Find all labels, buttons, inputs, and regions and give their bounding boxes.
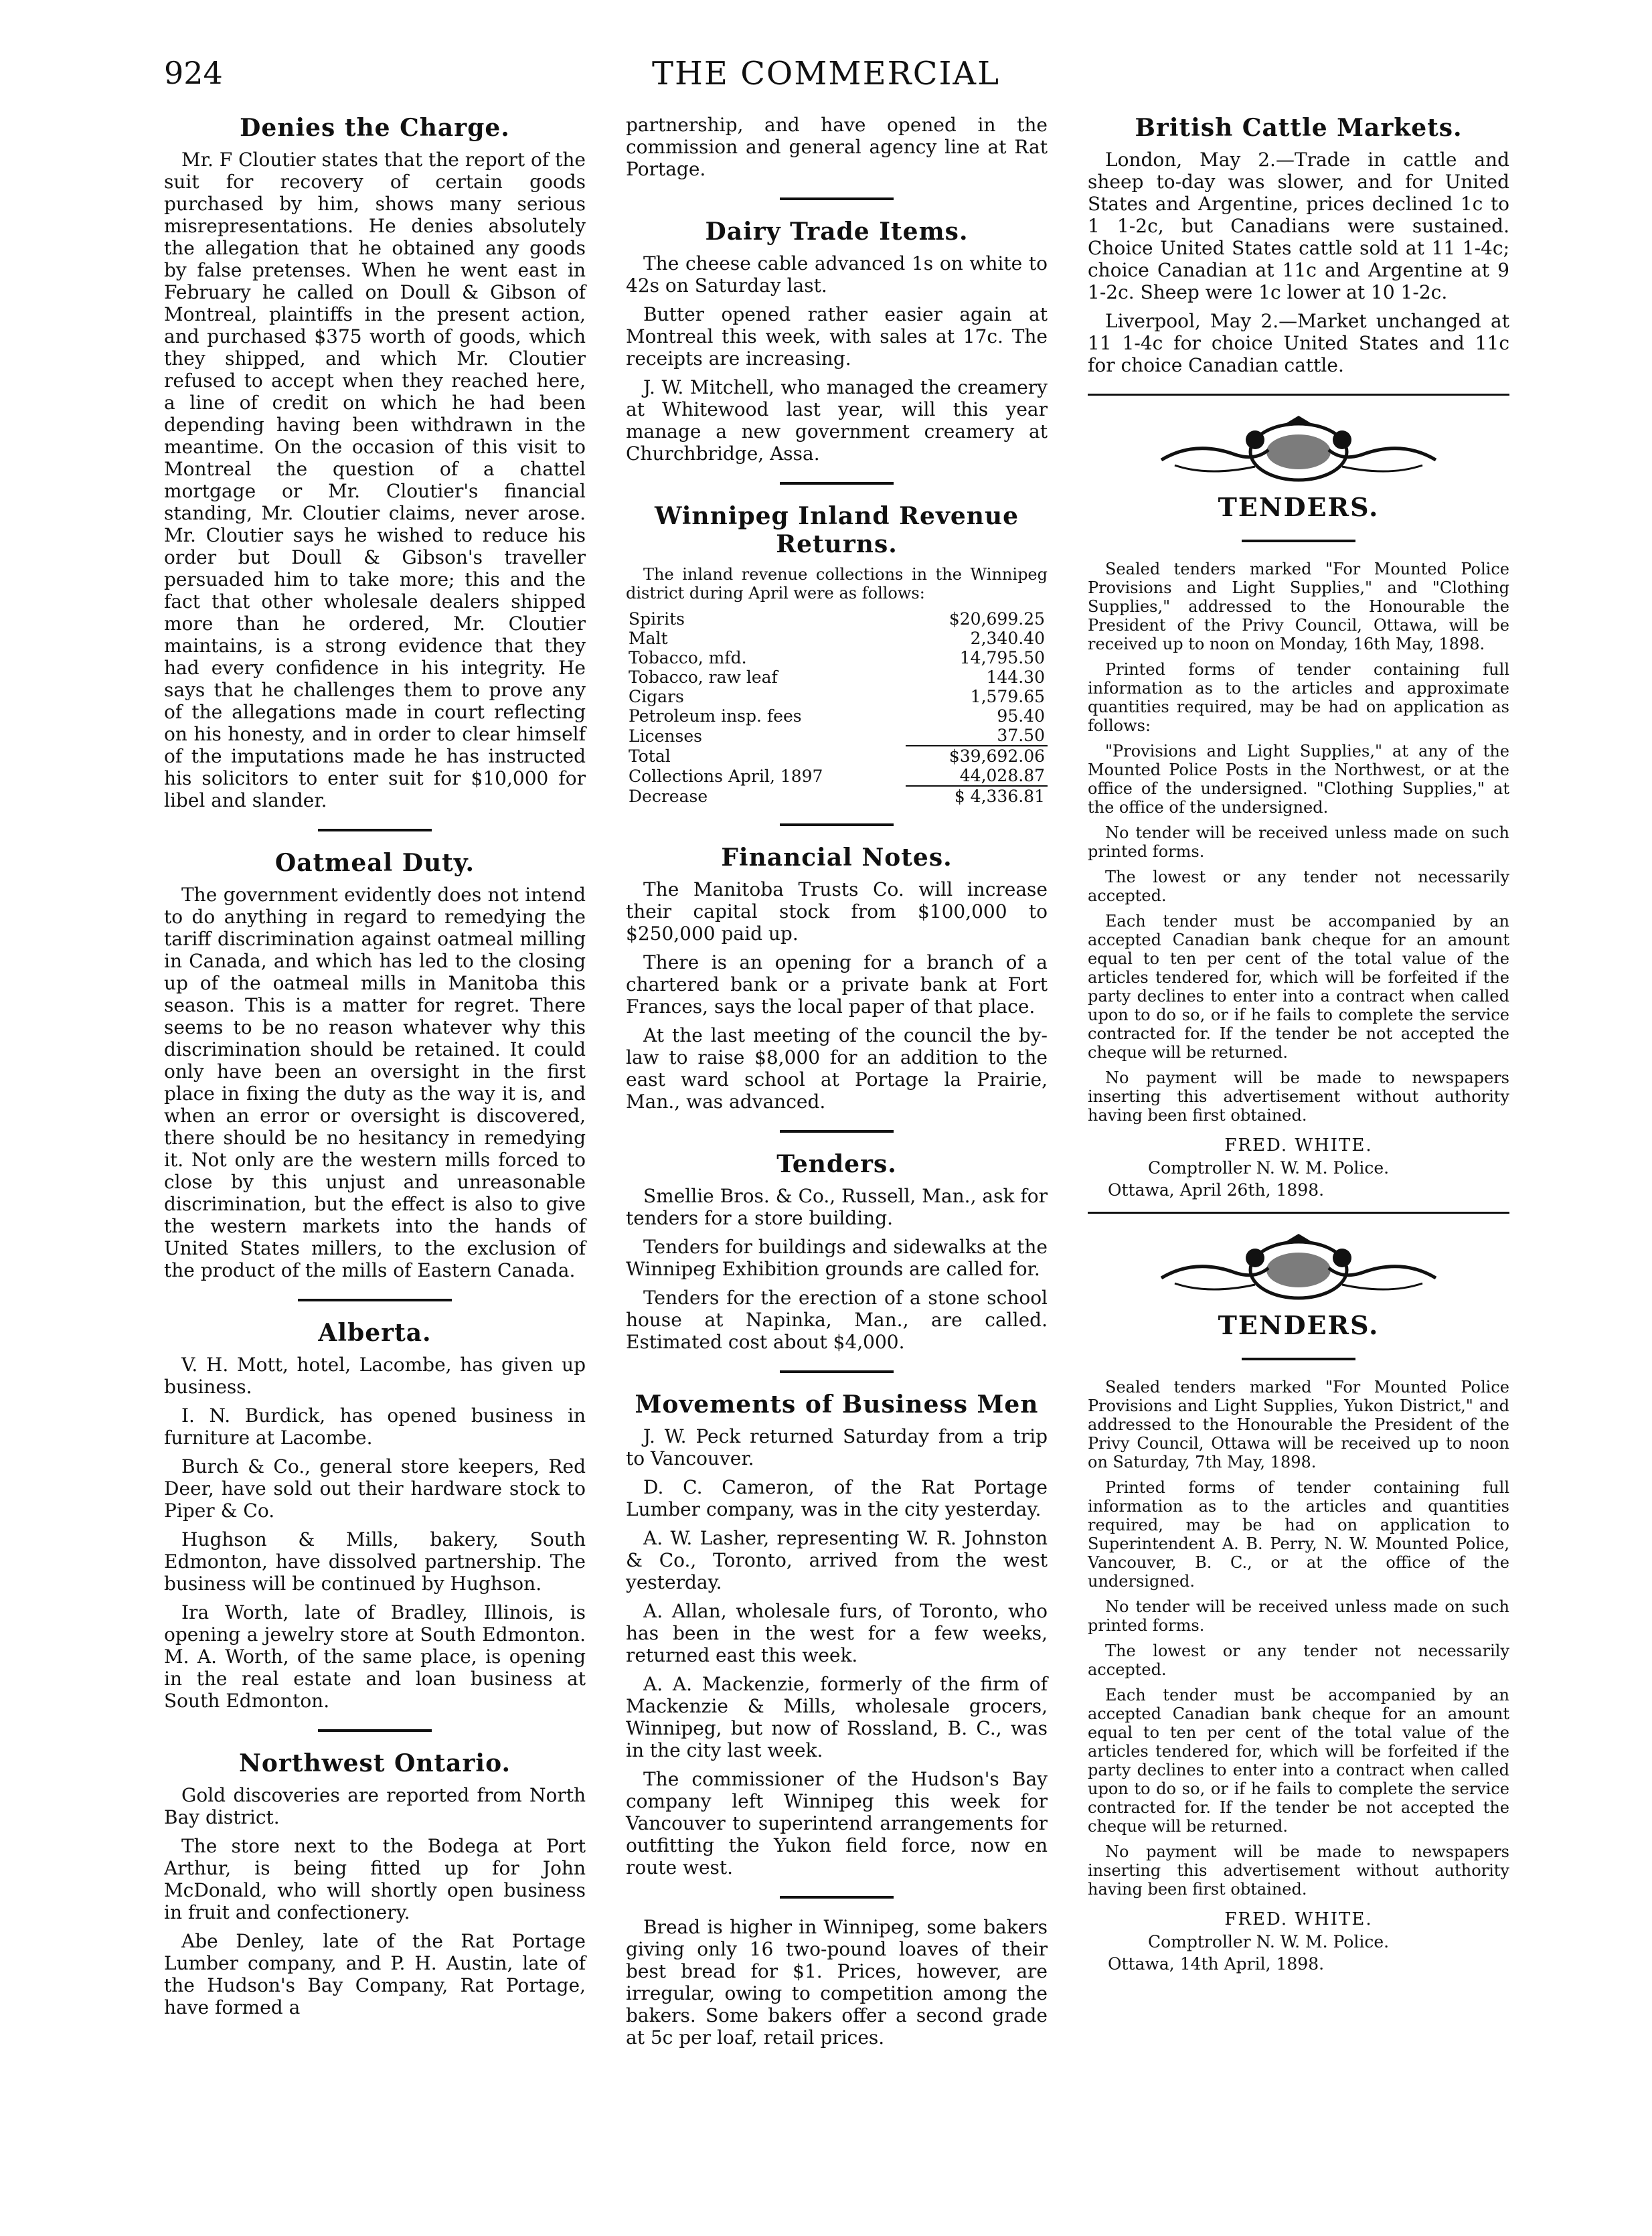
- section-rule: [780, 197, 894, 200]
- article-paragraph: A. A. Mackenzie, formerly of the firm of Mackenzie & Mills, wholesale grocers, Winnipeg, but now of Rossland, B. C., was in the city last week.: [626, 1673, 1048, 1761]
- collections-amount: 44,028.87: [959, 766, 1045, 785]
- headline-dairy: Dairy Trade Items.: [705, 218, 969, 246]
- total-amount: $39,692.06: [906, 746, 1048, 766]
- ad-paragraph: Sealed tenders marked "For Mounted Police Provisions and Light Supplies, Yukon District," and addressed to the Honourable the President of the Privy Council, Ottawa will be received up to noon on Saturday, 7th May, 1898.: [1088, 1378, 1509, 1471]
- article-paragraph: Mr. F Cloutier states that the report of the suit for recovery of certain goods purchased by him, shows many serious misrepresentations. He denies absolutely the allegation that he obtained any goods by false pretenses. When he went east in February he called on Doull & Gibson of Montreal, plaintiffs in the present action, and purchased $375 worth of goods, which they shipped, and which Mr. Cloutier refused to accept when they reached here, a line of credit on which he had been depending having been withdrawn in the meantime. On the occasion of this visit to Montreal the question of a chattel mortgage or Mr. Cloutier's financial standing, Mr. Cloutier claims, never arose. Mr. Cloutier says he wished to reduce his order but Doull & Gibson's traveller persuaded him to take more; this and the fact that other wholesale dealers shipped more than he ordered, Mr. Cloutier maintains, is a strong evidence that they had every confidence in his integrity. He says that he challenges them to prove any of the allegations made in court reflecting on his honesty, and in order to clear himself of the imputations made he has instructed his solicitors to enter suit for $10,000 for libel and slander.: [164, 149, 586, 811]
- revenue-amount: 1,579.65: [970, 687, 1045, 706]
- revenue-item: Spirits: [629, 609, 685, 629]
- headline-financial: Financial Notes.: [721, 844, 953, 872]
- headline-northwest-ontario: Northwest Ontario.: [238, 1749, 511, 1777]
- revenue-item: Cigars: [629, 687, 684, 706]
- ad-paragraph: "Provisions and Light Supplies," at any of the Mounted Police Posts in the Northwest, or at the office of the undersigned. "Clothing Supplies," at the office of the undersigned.: [1088, 742, 1509, 817]
- section-rule: [1242, 1358, 1355, 1360]
- headline-tenders-ad: TENDERS.: [1218, 1310, 1380, 1340]
- total-label: Total: [629, 746, 671, 766]
- ad-paragraph: Sealed tenders marked "For Mounted Police Provisions and Light Supplies," and "Clothing Supplies," addressed to the Honourable the President of the Privy Council, Ottawa, will be received up to noon on Monday, 16th May, 1898.: [1088, 560, 1509, 653]
- signature-date: Ottawa, April 26th, 1898.: [1108, 1180, 1325, 1200]
- revenue-item: Tobacco, mfd.: [629, 648, 747, 667]
- section-rule: [1088, 394, 1509, 396]
- article-paragraph: partnership, and have opened in the commission and general agency line at Rat Portage.: [626, 114, 1048, 180]
- total-row: [626, 746, 1048, 766]
- article-paragraph: The Manitoba Trusts Co. will increase their capital stock from $100,000 to $250,000 paid up.: [626, 878, 1048, 945]
- revenue-row: [626, 687, 1048, 706]
- article-paragraph: Bread is higher in Winnipeg, some bakers giving only 16 two-pound loaves of their best bread for $1. Prices, however, are irregular, owing to competition among the bakers. Some bakers offer a second grade at 5c per loaf, retail prices.: [626, 1916, 1048, 2049]
- column-3: [1088, 114, 1509, 1974]
- article-paragraph: Abe Denley, late of the Rat Portage Lumber company, and P. H. Austin, late of the Hudson's Bay Company, Rat Portage, have formed a: [164, 1930, 586, 2018]
- section-rule: [1088, 1212, 1509, 1214]
- revenue-item: Licenses: [629, 726, 702, 746]
- decrease-amount: $ 4,336.81: [906, 786, 1048, 806]
- section-rule: [298, 1299, 452, 1301]
- ad-paragraph: Each tender must be accompanied by an accepted Canadian bank cheque for an amount equal to ten per cent of the total value of the articles tendered for, which will be forfeited if the party declines to enter into a contract when called upon to do so, or if he fails to complete the service contracted for. If the tender be not accepted the cheque will be returned.: [1088, 912, 1509, 1062]
- revenue-row: [626, 629, 1048, 648]
- revenue-item: Petroleum insp. fees: [629, 706, 802, 726]
- revenue-row: [626, 609, 1048, 629]
- article-paragraph: D. C. Cameron, of the Rat Portage Lumber company, was in the city yesterday.: [626, 1476, 1048, 1520]
- crest-ornament-icon: [1155, 413, 1442, 487]
- section-rule: [1242, 540, 1355, 542]
- revenue-amount: 37.50: [997, 726, 1045, 745]
- article-paragraph: Burch & Co., general store keepers, Red Deer, have sold out their hardware stock to Piper & Co.: [164, 1455, 586, 1522]
- ad-paragraph: No tender will be received unless made on such printed forms.: [1088, 1597, 1509, 1635]
- section-rule: [780, 1370, 894, 1373]
- section-rule: [780, 482, 894, 485]
- revenue-table: [626, 609, 1048, 806]
- headline-tenders-ad: TENDERS.: [1218, 492, 1380, 522]
- headline-denies: Denies the Charge.: [240, 114, 510, 142]
- article-paragraph: The store next to the Bodega at Port Arthur, is being fitted up for John McDonald, who will shortly open business in fruit and confectionery.: [164, 1835, 586, 1923]
- column-2: [626, 114, 1048, 2055]
- article-paragraph: Hughson & Mills, bakery, South Edmonton, have dissolved partnership. The business will be continued by Hughson.: [164, 1528, 586, 1595]
- ad-paragraph: No payment will be made to newspapers inserting this advertisement without authority having been first obtained.: [1088, 1068, 1509, 1125]
- revenue-row: [626, 648, 1048, 667]
- revenue-amount: 2,340.40: [970, 629, 1045, 648]
- article-paragraph: London, May 2.—Trade in cattle and sheep to-day was slower, and for United States and Argentine, prices declined 1c to 1 1-2c, but Canadians were sustained. Choice United States cattle sold at 11 1-4c; choice Canadian at 11c and Argentine at 9 1-2c. Sheep were 1c lower at 10 1-2c.: [1088, 149, 1509, 303]
- ad-paragraph: The lowest or any tender not necessarily accepted.: [1088, 1642, 1509, 1679]
- article-paragraph: The government evidently does not intend to do anything in regard to remedying the tariff discrimination against oatmeal milling in Canada, and which has led to the closing up of the oatmeal mills in Manitoba this season. This is a matter for regret. There seems to be no reason whatever why this discrimination should be retained. It could only have been an oversight in the first place in fixing the duty as the way it is, and when an error or oversight is discovered, there should be no hesitancy in remedying it. Not only are the western mills forced to close by this unjust and unreasonable discrimination, but the effect is also to give the western markets into the hands of United States millers, to the exclusion of the product of the mills of Eastern Canada.: [164, 884, 586, 1281]
- signature-date: Ottawa, 14th April, 1898.: [1108, 1954, 1325, 1974]
- section-rule: [780, 823, 894, 826]
- article-paragraph: At the last meeting of the council the by-law to raise $8,000 for an addition to the east ward school at Portage la Prairie, Man., was advanced.: [626, 1024, 1048, 1113]
- headline-cattle: British Cattle Markets.: [1135, 114, 1463, 142]
- page-number: 924: [164, 55, 223, 91]
- revenue-amount: 95.40: [997, 706, 1045, 726]
- revenue-row: [626, 726, 1048, 746]
- crest-ornament-icon: [1155, 1231, 1442, 1305]
- revenue-item: Malt: [629, 629, 668, 648]
- revenue-row: [626, 667, 1048, 687]
- headline-movements: Movements of Business Men: [635, 1390, 1039, 1419]
- decrease-row: [626, 786, 1048, 806]
- ad-paragraph: Printed forms of tender containing full information as to the articles and approximate quantities required, may be had on application as follows:: [1088, 660, 1509, 735]
- article-paragraph: The cheese cable advanced 1s on white to 42s on Saturday last.: [626, 252, 1048, 297]
- ad-paragraph: The lowest or any tender not necessarily accepted.: [1088, 868, 1509, 905]
- article-paragraph: The inland revenue collections in the Winnipeg district during April were as follows:: [626, 565, 1048, 603]
- article-paragraph: The commissioner of the Hudson's Bay company left Winnipeg this week for Vancouver to superintend arrangements for outfitting the Yukon field force, now en route west.: [626, 1768, 1048, 1879]
- signature-role: Comptroller N. W. M. Police.: [1148, 1932, 1390, 1951]
- headline-oatmeal: Oatmeal Duty.: [274, 849, 475, 877]
- revenue-amount: 144.30: [986, 667, 1045, 687]
- article-paragraph: A. W. Lasher, representing W. R. Johnston & Co., Toronto, arrived from the west yesterday.: [626, 1527, 1048, 1593]
- column-1: [164, 114, 586, 2025]
- revenue-item: Tobacco, raw leaf: [629, 667, 778, 687]
- headline-tenders: Tenders.: [776, 1150, 897, 1178]
- article-paragraph: A. Allan, wholesale furs, of Toronto, who has been in the west for a few weeks, returned east this week.: [626, 1600, 1048, 1666]
- article-paragraph: J. W. Mitchell, who managed the creamery at Whitewood last year, will this year manage a new government creamery at Churchbridge, Assa.: [626, 376, 1048, 465]
- article-paragraph: V. H. Mott, hotel, Lacombe, has given up business.: [164, 1354, 586, 1398]
- article-paragraph: Butter opened rather easier again at Montreal this week, with sales at 17c. The receipts are increasing.: [626, 303, 1048, 370]
- revenue-row: [626, 706, 1048, 726]
- collections-row: [626, 766, 1048, 786]
- ad-paragraph: Printed forms of tender containing full information as to the articles and quantities required, may be had on application to Superintendent A. B. Perry, N. W. Mounted Police, Vancouver, B. C., or at the office of the undersigned.: [1088, 1478, 1509, 1591]
- headline-line: Winnipeg Inland Revenue: [654, 502, 1019, 530]
- section-rule: [318, 829, 432, 831]
- ad-paragraph: Each tender must be accompanied by an accepted Canadian bank cheque for an amount equal to ten per cent of the total value of the articles tendered for, which will be forfeited if the party declines to enter into a contract when called upon to do so, or if he fails to complete the service contracted for. If the tender be not accepted the cheque will be returned.: [1088, 1686, 1509, 1836]
- headline-line: Returns.: [776, 530, 898, 558]
- article-paragraph: There is an opening for a branch of a chartered bank or a private bank at Fort Frances, says the local paper of that place.: [626, 951, 1048, 1018]
- article-paragraph: Ira Worth, late of Bradley, Illinois, is opening a jewelry store at South Edmonton. M. A. Worth, of the same place, is opening in the real estate and loan business at South Edmonton.: [164, 1601, 586, 1712]
- headline-inland-revenue: [626, 502, 1048, 558]
- article-paragraph: Tenders for buildings and sidewalks at the Winnipeg Exhibition grounds are called for.: [626, 1236, 1048, 1280]
- ad-paragraph: No payment will be made to newspapers inserting this advertisement without authority having been first obtained.: [1088, 1842, 1509, 1899]
- section-rule: [318, 1729, 432, 1732]
- article-paragraph: J. W. Peck returned Saturday from a trip to Vancouver.: [626, 1425, 1048, 1469]
- article-paragraph: Tenders for the erection of a stone school house at Napinka, Man., are called. Estimated cost about $4,000.: [626, 1287, 1048, 1353]
- revenue-amount: 14,795.50: [959, 648, 1045, 667]
- article-paragraph: Liverpool, May 2.—Market unchanged at 11 1-4c for choice United States and 11c for choice Canadian cattle.: [1088, 310, 1509, 376]
- signature-role: Comptroller N. W. M. Police.: [1148, 1158, 1390, 1178]
- signature-name: FRED. WHITE.: [1224, 1909, 1373, 1929]
- collections-label: Collections April, 1897: [629, 766, 823, 786]
- article-paragraph: Gold discoveries are reported from North Bay district.: [164, 1784, 586, 1828]
- signature-name: FRED. WHITE.: [1224, 1135, 1373, 1155]
- section-rule: [780, 1130, 894, 1133]
- article-paragraph: Smellie Bros. & Co., Russell, Man., ask for tenders for a store building.: [626, 1185, 1048, 1229]
- revenue-amount: $20,699.25: [948, 609, 1045, 629]
- decrease-label: Decrease: [629, 786, 708, 806]
- ad-paragraph: No tender will be received unless made on such printed forms.: [1088, 823, 1509, 861]
- article-paragraph: I. N. Burdick, has opened business in furniture at Lacombe.: [164, 1405, 586, 1449]
- section-rule: [780, 1896, 894, 1899]
- headline-alberta: Alberta.: [318, 1319, 432, 1347]
- running-head: THE COMMERCIAL: [652, 55, 1000, 92]
